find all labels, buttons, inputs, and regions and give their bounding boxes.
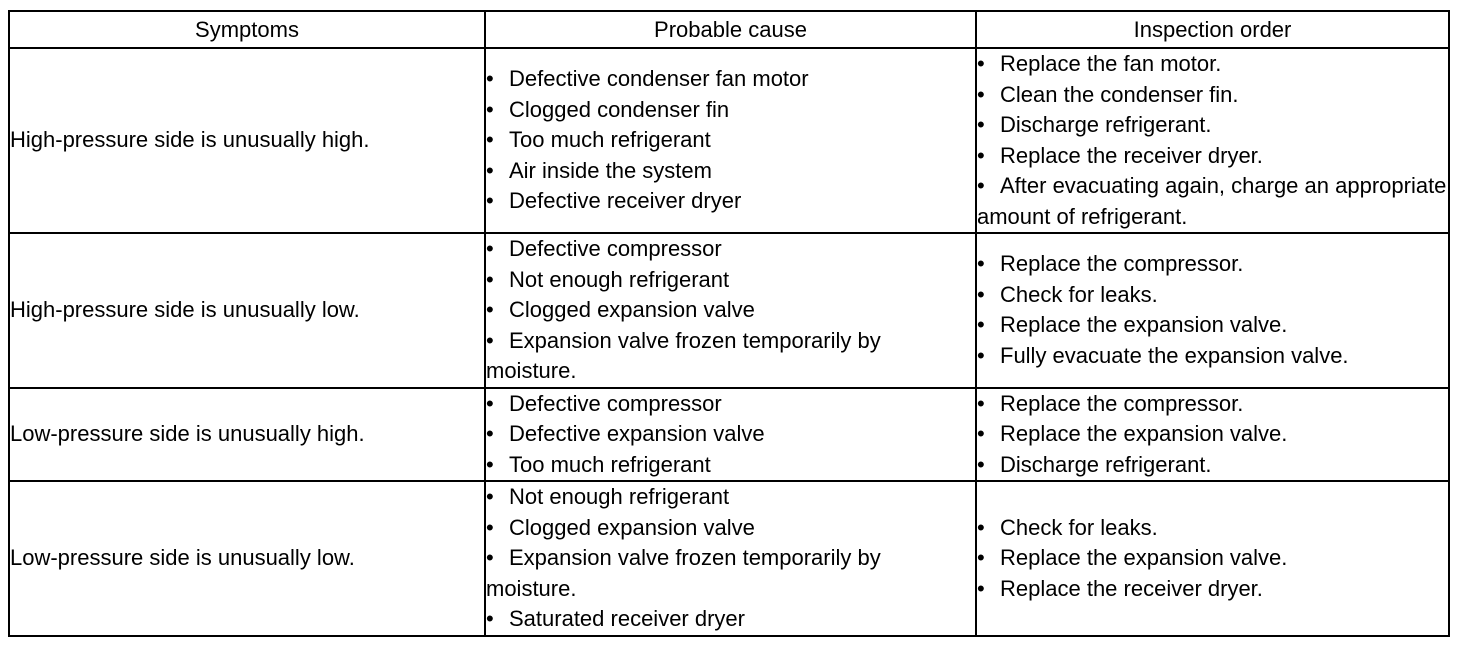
bullet-icon: • — [486, 606, 494, 632]
bullet-icon: • — [977, 545, 985, 571]
cause-cell — [485, 481, 976, 636]
bullet-icon: • — [486, 421, 494, 446]
bullet-icon: • — [486, 157, 494, 183]
action-cell — [976, 48, 1449, 233]
cause-cell — [485, 388, 976, 482]
table-row — [9, 388, 1449, 482]
action-item: • Fully evacuate the expansion valve. — [977, 341, 1448, 372]
cause-cell — [485, 48, 976, 233]
cause-item: • Not enough refrigerant — [486, 482, 975, 513]
cause-item: • Defective expansion valve — [486, 419, 975, 450]
action-item: • Replace the compressor. — [977, 249, 1448, 280]
table-row — [9, 48, 1449, 233]
header-probable-cause: Probable cause — [485, 11, 976, 48]
cause-item: • Air inside the system — [486, 156, 975, 187]
bullet-icon: • — [486, 266, 494, 292]
action-item: • Replace the compressor. — [977, 389, 1448, 420]
action-item: • Replace the expansion valve. — [977, 419, 1448, 450]
bullet-icon: • — [977, 81, 985, 107]
cause-item: • Too much refrigerant — [486, 125, 975, 156]
action-item: • Replace the fan motor. — [977, 49, 1448, 80]
bullet-icon: • — [977, 514, 985, 540]
bullet-icon: • — [977, 251, 985, 277]
bullet-icon: • — [486, 66, 494, 92]
action-cell — [976, 388, 1449, 482]
cause-item: • Defective compressor — [486, 389, 975, 420]
symptom-cell: High-pressure side is unusually low. — [9, 233, 485, 388]
bullet-icon: • — [486, 236, 494, 261]
symptom-cell: High-pressure side is unusually high. — [9, 48, 485, 233]
table-row — [9, 233, 1449, 388]
action-item: • Discharge refrigerant. — [977, 450, 1448, 481]
cause-item: • Expansion valve frozen temporarily by moisture. — [486, 327, 881, 383]
bullet-icon: • — [977, 575, 985, 601]
cause-item: • Clogged expansion valve — [486, 513, 975, 544]
bullet-icon: • — [977, 281, 985, 307]
cause-item: • Too much refrigerant — [486, 450, 975, 481]
bullet-icon: • — [486, 390, 494, 416]
header-symptoms: Symptoms — [9, 11, 485, 48]
cause-item: • Saturated receiver dryer — [486, 604, 975, 635]
action-item: • Replace the expansion valve. — [977, 543, 1448, 574]
bullet-icon: • — [486, 545, 494, 571]
cause-cell — [485, 233, 976, 388]
bullet-icon: • — [486, 188, 494, 214]
bullet-icon: • — [977, 421, 985, 446]
bullet-icon: • — [977, 112, 985, 137]
bullet-icon: • — [977, 451, 985, 477]
bullet-icon: • — [977, 173, 985, 198]
action-item: • After evacuating again, charge an appropriate amount of refrigerant. — [977, 173, 1447, 229]
action-cell — [976, 481, 1449, 636]
bullet-icon: • — [977, 390, 985, 416]
bullet-icon: • — [486, 484, 494, 510]
action-item: • Check for leaks. — [977, 513, 1448, 544]
bullet-icon: • — [486, 327, 494, 353]
bullet-icon: • — [486, 127, 494, 153]
table-row — [9, 481, 1449, 636]
bullet-icon: • — [486, 297, 494, 322]
symptom-cell: Low-pressure side is unusually high. — [9, 388, 485, 482]
header-row — [9, 11, 1449, 48]
bullet-icon: • — [977, 342, 985, 368]
cause-item: • Clogged expansion valve — [486, 295, 975, 326]
cause-item: • Defective receiver dryer — [486, 186, 975, 217]
cause-item: • Expansion valve frozen temporarily by moisture. — [486, 545, 881, 601]
action-item: • Replace the expansion valve. — [977, 310, 1448, 341]
bullet-icon: • — [486, 96, 494, 122]
bullet-icon: • — [486, 514, 494, 540]
action-cell — [976, 233, 1449, 388]
bullet-icon: • — [977, 142, 985, 168]
bullet-icon: • — [486, 451, 494, 477]
cause-item: • Clogged condenser fin — [486, 95, 975, 126]
bullet-icon: • — [977, 51, 985, 76]
cause-item: • Defective condenser fan motor — [486, 64, 975, 95]
action-item: • Discharge refrigerant. — [977, 110, 1448, 141]
bullet-icon: • — [977, 312, 985, 338]
cause-item: • Not enough refrigerant — [486, 265, 975, 296]
symptom-cell: Low-pressure side is unusually low. — [9, 481, 485, 636]
action-item: • Replace the receiver dryer. — [977, 141, 1448, 172]
troubleshooting-table — [8, 10, 1450, 637]
action-item: • Clean the condenser fin. — [977, 80, 1448, 111]
action-item: • Replace the receiver dryer. — [977, 574, 1448, 605]
header-inspection-order: Inspection order — [976, 11, 1449, 48]
action-item: • Check for leaks. — [977, 280, 1448, 311]
cause-item: • Defective compressor — [486, 234, 975, 265]
